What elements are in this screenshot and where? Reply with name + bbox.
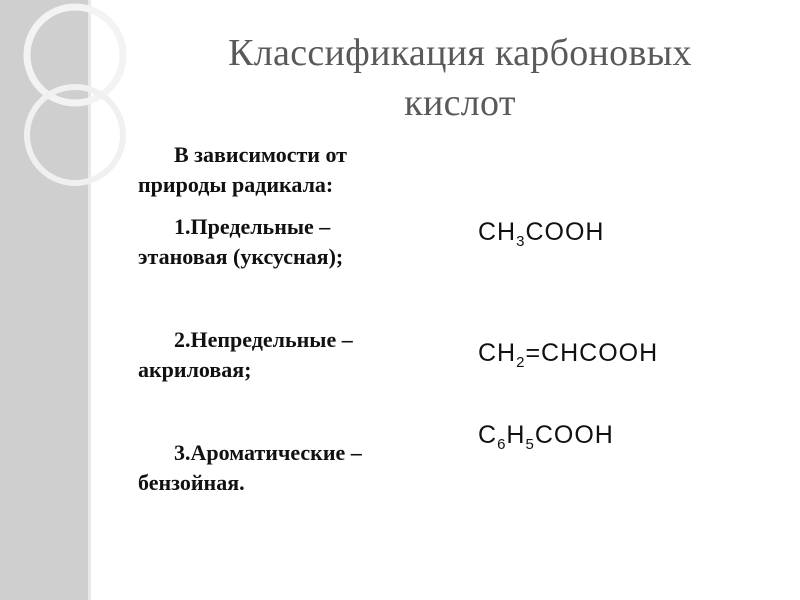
classification-heading-line-2: природы радикала: [138, 172, 334, 197]
formula-part: COOH [534, 421, 614, 449]
slide-title-line-1: Классификация карбоновых [228, 32, 692, 74]
formula-subscript: 2 [516, 354, 526, 371]
formula-benzoic-acid [478, 420, 614, 453]
list-item-unsaturated [138, 325, 353, 385]
formula-part: =CHCOOH [525, 339, 659, 367]
list-item-saturated-line-2: этановая (уксусная); [138, 244, 344, 269]
list-item-aromatic-line-2: бензойная. [138, 470, 245, 495]
formula-acrylic-acid [478, 338, 659, 371]
formula-part: CH [478, 218, 517, 246]
formula-subscript: 3 [516, 233, 526, 250]
formula-part: H [506, 421, 526, 449]
formula-part: COOH [525, 218, 605, 246]
list-item-saturated-line-1: 1.Предельные – [174, 214, 331, 239]
list-item-saturated [138, 212, 343, 272]
formula-acetic-acid [478, 217, 605, 250]
list-item-unsaturated-line-2: акриловая; [138, 357, 252, 382]
list-item-aromatic-line-1: 3.Ароматические – [174, 440, 362, 465]
formula-part: C [478, 421, 498, 449]
slide-title [160, 28, 760, 128]
slide-title-line-2: кислот [404, 82, 516, 124]
formula-subscript: 6 [497, 436, 507, 453]
classification-heading-line-1: В зависимости от [174, 142, 347, 167]
list-item-aromatic [138, 438, 362, 498]
classification-heading [138, 140, 347, 200]
formula-subscript: 5 [525, 436, 535, 453]
formula-part: CH [478, 339, 517, 367]
list-item-unsaturated-line-1: 2.Непредельные – [174, 327, 353, 352]
decorative-circles [0, 0, 140, 600]
